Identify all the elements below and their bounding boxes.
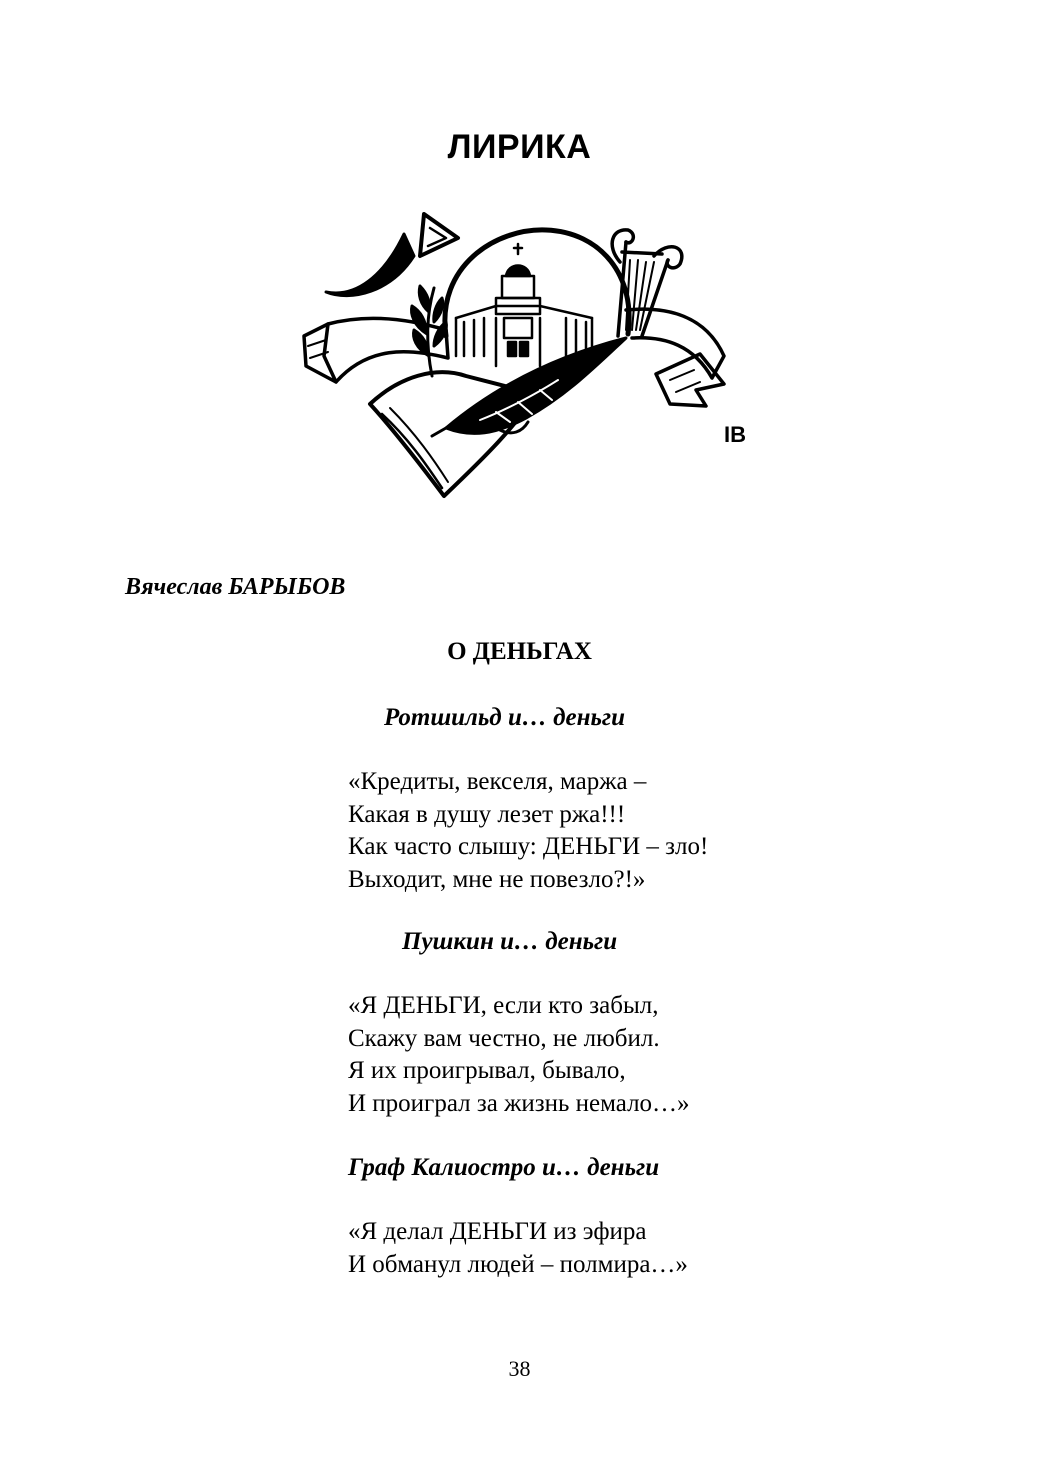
page-number: 38	[508, 1356, 531, 1381]
poem-line: Как часто слышу: ДЕНЬГИ – зло!	[348, 833, 709, 860]
stanza	[348, 990, 690, 1120]
stanza	[348, 766, 708, 896]
poem-line: Какая в душу лезет ржа!!!	[348, 800, 626, 828]
poem-title: О ДЕНЬГАХ	[447, 638, 592, 665]
poem-line: Я их проигрывал, бывало,	[348, 1057, 626, 1084]
poem-line: Выходит, мне не повезло?!»	[348, 865, 646, 893]
part-subtitle: Граф Калиостро и… деньги	[348, 1154, 660, 1181]
poem-line: «Я делал ДЕНЬГИ из эфира	[348, 1218, 647, 1245]
poem-line: «Кредиты, векселя, маржа –	[348, 768, 647, 795]
lyric-emblem-illustration	[296, 206, 746, 502]
part-subtitle: Пушкин и… деньги	[402, 928, 618, 955]
section-title: ЛИРИКА	[447, 128, 592, 166]
part-subtitle: Ротшильд и… деньги	[384, 704, 626, 731]
emblem-monogram: ІВ	[724, 422, 746, 447]
poem-line: Скажу вам честно, не любил.	[348, 1024, 660, 1052]
stanza	[348, 1216, 688, 1281]
poem-line: И обманул людей – полмира…»	[348, 1250, 688, 1278]
poem-line: И проиграл за жизнь немало…»	[348, 1089, 690, 1117]
poem-line: «Я ДЕНЬГИ, если кто забыл,	[348, 992, 659, 1019]
author-name: Вячеслав БАРЫБОВ	[125, 574, 346, 600]
